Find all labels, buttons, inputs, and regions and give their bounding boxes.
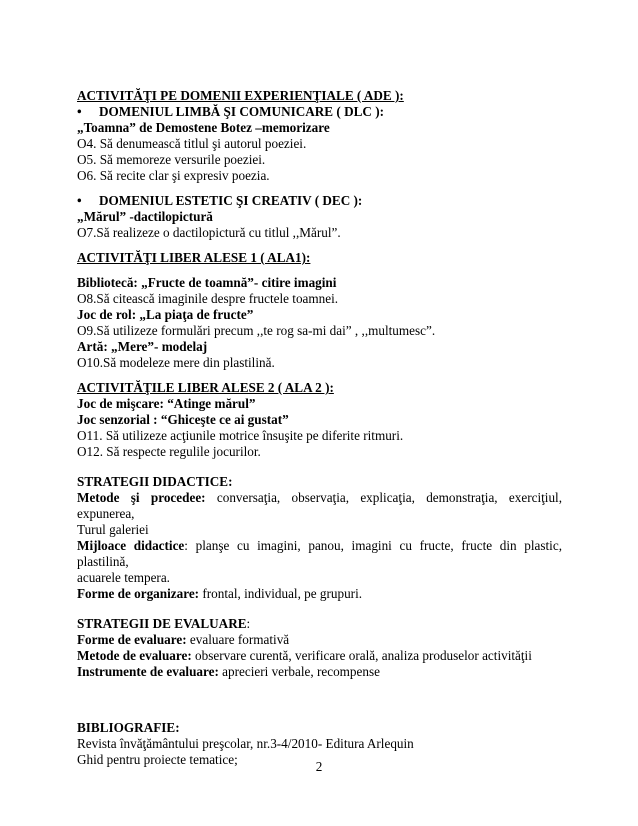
ala2-objective: O11. Să utilizeze acţiunile motrice însuşite pe diferite ritmuri. bbox=[77, 428, 404, 443]
dlc-objective: O5. Să memoreze versurile poeziei. bbox=[77, 152, 266, 167]
ala1-item-objective: O10.Să modeleze mere din plastilină. bbox=[77, 355, 275, 370]
page-number: 2 bbox=[315, 759, 323, 774]
bibliografie-item: Revista învăţământului preşcolar, nr.3-4/2010- Editura Arlequin bbox=[77, 736, 414, 751]
ade-heading: ACTIVITĂŢI PE DOMENII EXPERIENŢIALE ( ADE ): bbox=[77, 88, 404, 103]
mijloace-didactice-label: Mijloace didactice bbox=[77, 538, 185, 553]
instrumente-evaluare-text: aprecieri verbale, recompense bbox=[218, 664, 380, 679]
ala1-item-objective: O8.Să citească imaginile despre fructele toamnei. bbox=[77, 291, 339, 306]
ala1-item-label: Joc de rol: „La piaţa de fructe” bbox=[77, 307, 254, 322]
forme-evaluare-label: Forme de evaluare: bbox=[77, 632, 187, 647]
dlc-bullet-item bbox=[77, 104, 562, 120]
document-body bbox=[77, 88, 562, 768]
strategii-evaluare-heading-line bbox=[77, 616, 562, 632]
ala1-heading: ACTIVITĂŢI LIBER ALESE 1 ( ALA1): bbox=[77, 250, 311, 265]
ala1-item-objective: O9.Să utilizeze formulări precum ,,te rog sa-mi dai” , ,,multumesc”. bbox=[77, 323, 436, 338]
dlc-subtitle: „Toamna” de Demostene Botez –memorizare bbox=[77, 120, 330, 135]
metode-procedee-text: conversaţia, observaţia, explicaţia, demonstraţia, exerciţiul, expunerea, bbox=[77, 490, 563, 521]
dec-bullet-item bbox=[77, 193, 562, 209]
bullet-icon: • bbox=[77, 193, 82, 208]
mijloace-didactice-text: : planşe cu imagini, panou, imagini cu fructe, fructe din plastic, plastilină, bbox=[77, 538, 562, 569]
ala2-game: Joc de mişcare: “Atinge mărul” bbox=[77, 396, 256, 411]
forme-organizare-text: frontal, individual, pe grupuri. bbox=[199, 586, 363, 601]
instrumente-evaluare-line bbox=[77, 664, 562, 680]
strategii-evaluare-heading: STRATEGII DE EVALUARE bbox=[77, 616, 247, 631]
strategii-didactice-heading: STRATEGII DIDACTICE: bbox=[77, 474, 233, 489]
instrumente-evaluare-label: Instrumente de evaluare: bbox=[77, 664, 219, 679]
metode-procedee-line bbox=[77, 490, 562, 522]
forme-evaluare-text: evaluare formativă bbox=[186, 632, 290, 647]
forme-organizare-label: Forme de organizare: bbox=[77, 586, 200, 601]
mijloace-didactice-line bbox=[77, 538, 562, 570]
dlc-title: DOMENIUL LIMBĂ ŞI COMUNICARE ( DLC ): bbox=[99, 104, 385, 119]
ala2-game: Joc senzorial : “Ghiceşte ce ai gustat” bbox=[77, 412, 289, 427]
dec-title: DOMENIUL ESTETIC ŞI CREATIV ( DEC ): bbox=[99, 193, 363, 208]
ala1-item-label: Artă: „Mere”- modelaj bbox=[77, 339, 208, 354]
dec-objective: O7.Să realizeze o dactilopictură cu titlul ,,Mărul”. bbox=[77, 225, 341, 240]
metode-procedee-continuation: Turul galeriei bbox=[77, 522, 149, 537]
bullet-icon: • bbox=[77, 104, 82, 119]
metode-evaluare-line bbox=[77, 648, 562, 664]
forme-evaluare-line bbox=[77, 632, 562, 648]
dlc-objective: O4. Să denumească titlul şi autorul poeziei. bbox=[77, 136, 307, 151]
metode-evaluare-label: Metode de evaluare: bbox=[77, 648, 192, 663]
forme-organizare-line bbox=[77, 586, 562, 602]
bibliografie-heading: BIBLIOGRAFIE: bbox=[77, 720, 180, 735]
ala1-item-label: Bibliotecă: „Fructe de toamnă”- citire imagini bbox=[77, 275, 337, 290]
ala2-heading: ACTIVITĂŢILE LIBER ALESE 2 ( ALA 2 ): bbox=[77, 380, 334, 395]
dec-subtitle: „Mărul” -dactilopictură bbox=[77, 209, 213, 224]
dlc-objective: O6. Să recite clar şi expresiv poezia. bbox=[77, 168, 270, 183]
metode-evaluare-text: observare curentă, verificare orală, analiza produselor activităţii bbox=[191, 648, 532, 663]
metode-procedee-label: Metode şi procedee: bbox=[77, 490, 206, 505]
mijloace-didactice-continuation: acuarele tempera. bbox=[77, 570, 170, 585]
ala2-objective: O12. Să respecte regulile jocurilor. bbox=[77, 444, 261, 459]
heading-colon: : bbox=[246, 616, 251, 631]
bibliografie-item: Ghid pentru proiecte tematice; bbox=[77, 752, 238, 767]
